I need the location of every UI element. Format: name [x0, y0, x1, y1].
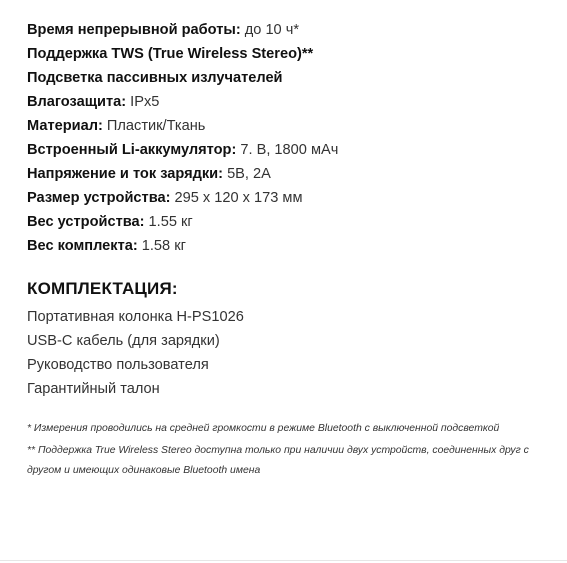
- footnotes: [27, 419, 547, 481]
- kit-section-title: КОМПЛЕКТАЦИЯ:: [27, 279, 178, 298]
- spec-label: Вес комплекта:: [27, 238, 138, 254]
- spec-value: 5В, 2А: [223, 166, 271, 182]
- spec-label: Время непрерывной работы:: [27, 22, 241, 38]
- kit-item: Портативная колонка H-PS1026: [27, 309, 244, 325]
- kit-list: [27, 305, 547, 401]
- spec-label: Вес устройства:: [27, 214, 145, 230]
- spec-value: 7. В, 1800 мАч: [236, 142, 339, 158]
- spec-value: 1.55 кг: [144, 214, 193, 230]
- spec-sheet: [27, 18, 547, 483]
- spec-row-water-protection: [27, 90, 547, 114]
- footnote-measurement: * Измерения проводились на средней громкости в режиме Bluetooth с выключенной подсветкой: [27, 423, 500, 434]
- spec-label: Поддержка TWS (True Wireless Stereo)**: [27, 46, 314, 62]
- spec-row-material: [27, 114, 547, 138]
- spec-label: Материал:: [27, 118, 103, 134]
- spec-value: IPx5: [126, 94, 160, 110]
- footnote-tws: ** Поддержка True Wireless Stereo доступна только при наличии двух устройств, соединенных друг с другом и имеющих одинаковые Bluetooth имена: [27, 445, 529, 476]
- spec-row-kit-weight: [27, 234, 547, 258]
- spec-value: до 10 ч*: [240, 22, 300, 38]
- spec-row-charging: [27, 162, 547, 186]
- spec-label: Подсветка пассивных излучателей: [27, 70, 283, 86]
- kit-item: Руководство пользователя: [27, 357, 209, 373]
- bottom-divider: [0, 560, 567, 561]
- spec-label: Влагозащита:: [27, 94, 127, 110]
- spec-row-device-weight: [27, 210, 547, 234]
- spec-row-runtime: [27, 18, 547, 42]
- spec-row-tws: [27, 42, 547, 66]
- kit-item: Гарантийный талон: [27, 381, 160, 397]
- spec-value: Пластик/Ткань: [102, 118, 206, 134]
- spec-list: [27, 18, 547, 258]
- spec-value: 1.58 кг: [137, 238, 186, 254]
- spec-row-backlight: [27, 66, 547, 90]
- spec-label: Размер устройства:: [27, 190, 171, 206]
- kit-item: USB-C кабель (для зарядки): [27, 333, 220, 349]
- spec-label: Напряжение и ток зарядки:: [27, 166, 224, 182]
- spec-row-size: [27, 186, 547, 210]
- spec-label: Встроенный Li-аккумулятор:: [27, 142, 237, 158]
- spec-value: 295 х 120 х 173 мм: [170, 190, 303, 206]
- spec-row-battery: [27, 138, 547, 162]
